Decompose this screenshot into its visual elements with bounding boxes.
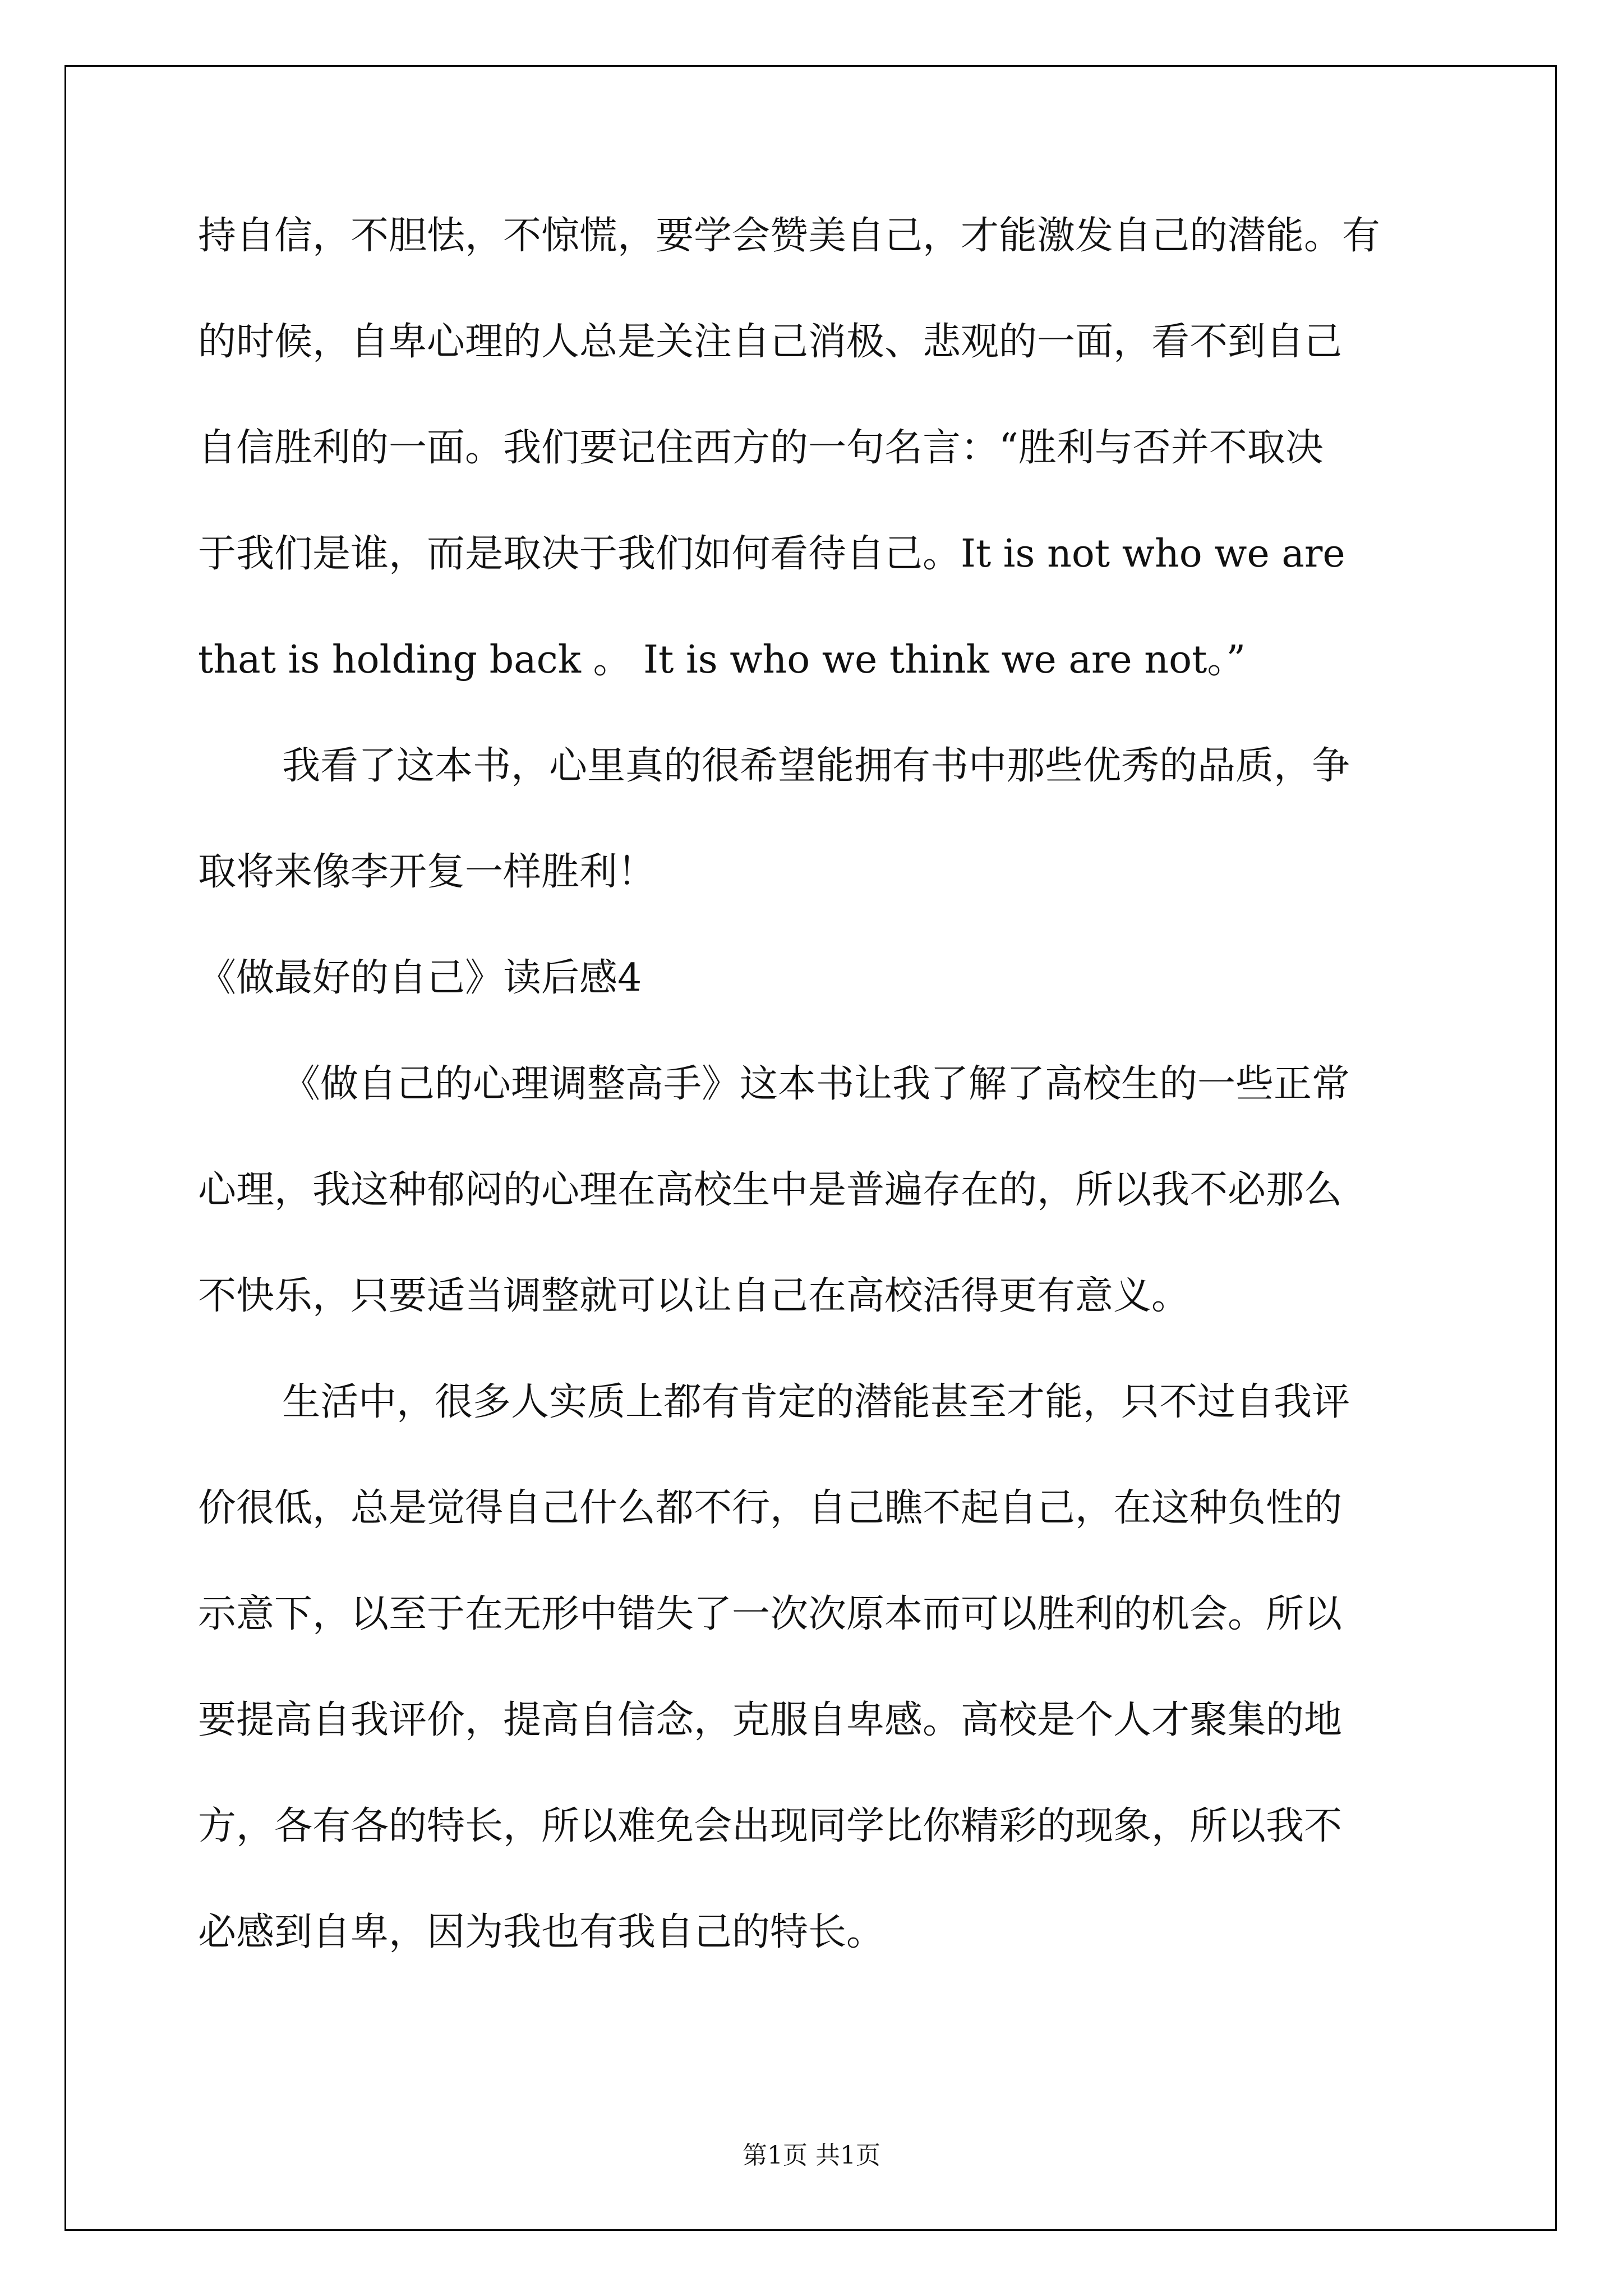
text-line: 心理，我这种郁闷的心理在高校生中是普遍存在的，所以我不必那么	[198, 1168, 1343, 1212]
document-body	[198, 214, 1432, 2019]
text-line: 价很低，总是觉得自己什么都不行，自己瞧不起自己，在这种负性的	[198, 1486, 1343, 1530]
paragraph-start-line: 我看了这本书，心里真的很希望能拥有书中那些优秀的品质，争	[282, 744, 1350, 788]
text-line: 示意下，以至于在无形中错失了一次次原本而可以胜利的机会。所以	[198, 1592, 1343, 1636]
text-line: 要提高自我评价，提高自信念，克服自卑感。高校是个人才聚集的地	[198, 1698, 1343, 1742]
page-footer: 第1页 共1页	[743, 2141, 880, 2170]
paragraph-start-line: 生活中，很多人实质上都有肯定的潜能甚至才能，只不过自我评	[282, 1380, 1350, 1424]
text-line: 取将来像李开复一样胜利！	[198, 850, 656, 894]
paragraph-start-line: 《做自己的心理调整高手》这本书让我了解了高校生的一些正常	[282, 1062, 1350, 1106]
text-line: 于我们是谁，而是取决于我们如何看待自己。It is not who we are	[198, 532, 1345, 576]
text-line: 的时候，自卑心理的人总是关注自己消极、悲观的一面，看不到自己	[198, 320, 1343, 364]
section-heading: 《做最好的自己》读后感4	[198, 956, 642, 1000]
text-line: 持自信，不胆怯，不惊慌，要学会赞美自己，才能激发自己的潜能。有	[198, 214, 1381, 258]
text-line: 必感到自卑，因为我也有我自己的特长。	[198, 1910, 885, 1954]
text-line: 方，各有各的特长，所以难免会出现同学比你精彩的现象，所以我不	[198, 1804, 1343, 1848]
text-line: 自信胜利的一面。我们要记住西方的一句名言：“胜利与否并不取决	[198, 426, 1324, 470]
text-line: 不快乐，只要适当调整就可以让自己在高校活得更有意义。	[198, 1274, 1190, 1318]
text-line: that is holding back 。 It is who we think we are not。”	[198, 638, 1246, 682]
